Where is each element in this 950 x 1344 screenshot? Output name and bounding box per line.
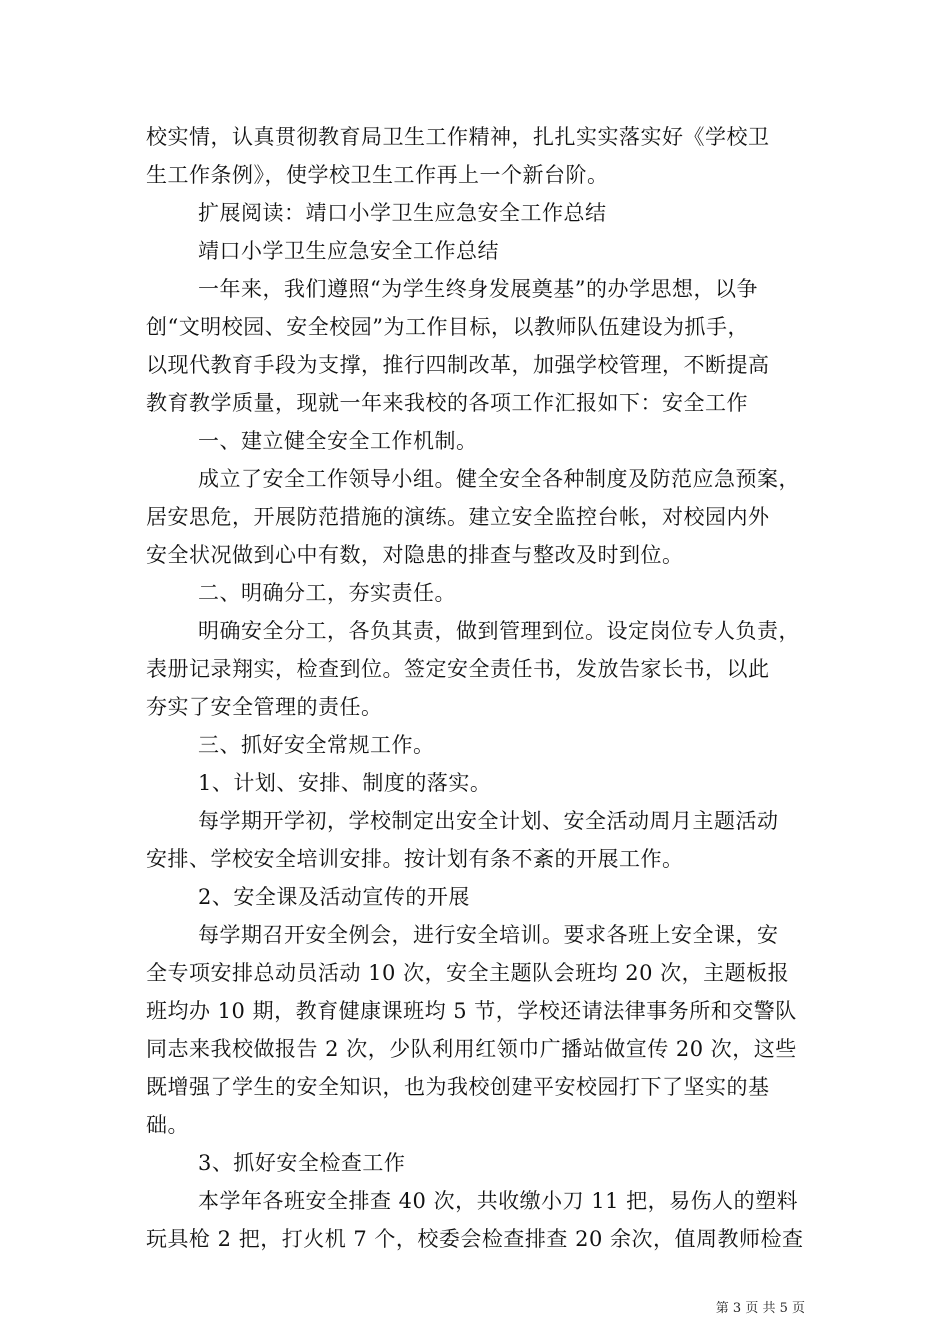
heading-line: 三、抓好安全常规工作。 bbox=[198, 733, 435, 757]
text-line: 夯实了安全管理的责任。 bbox=[146, 695, 383, 719]
text-line: 玩具枪 2 把，打火机 7 个，校委会检查排查 20 余次，值周教师检查 bbox=[146, 1227, 804, 1251]
text-line: 全专项安排总动员活动 10 次，安全主题队会班均 20 次，主题板报 bbox=[146, 961, 790, 985]
text-line: 每学期开学初，学校制定出安全计划、安全活动周月主题活动 bbox=[198, 809, 779, 833]
heading-line: 二、明确分工，夯实责任。 bbox=[198, 581, 456, 605]
text-line: 居安思危，开展防范措施的演练。建立安全监控台帐，对校园内外 bbox=[146, 505, 770, 529]
subheading-line: 2、安全课及活动宣传的开展 bbox=[198, 885, 470, 909]
text-line: 班均办 10 期，教育健康课班均 5 节，学校还请法律事务所和交警队 bbox=[146, 999, 797, 1023]
text-line: 每学期召开安全例会，进行安全培训。要求各班上安全课，安 bbox=[198, 923, 779, 947]
text-line: 以现代教育手段为支撑，推行四制改革，加强学校管理，不断提高 bbox=[146, 353, 770, 377]
text-line: 扩展阅读：靖口小学卫生应急安全工作总结 bbox=[198, 201, 607, 225]
text-line: 教育教学质量，现就一年来我校的各项工作汇报如下：安全工作 bbox=[146, 391, 748, 415]
text-line: 同志来我校做报告 2 次，少队利用红领巾广播站做宣传 20 次，这些 bbox=[146, 1037, 797, 1061]
section-title: 靖口小学卫生应急安全工作总结 bbox=[198, 239, 499, 263]
text-line: 生工作条例》，使学校卫生工作再上一个新台阶。 bbox=[146, 163, 609, 187]
text-line: 成立了安全工作领导小组。健全安全各种制度及防范应急预案， bbox=[198, 467, 800, 491]
text-line: 既增强了学生的安全知识，也为我校创建平安校园打下了坚实的基 bbox=[146, 1075, 770, 1099]
subheading-line: 3、抓好安全检查工作 bbox=[198, 1151, 406, 1175]
text-line: 一年来，我们遵照“为学生终身发展奠基”的办学思想，以争 bbox=[198, 277, 758, 301]
subheading-line: 1、计划、安排、制度的落实。 bbox=[198, 771, 492, 795]
text-line: 础。 bbox=[146, 1113, 189, 1137]
heading-line: 一、建立健全安全工作机制。 bbox=[198, 429, 478, 453]
text-line: 明确安全分工，各负其责，做到管理到位。设定岗位专人负责， bbox=[198, 619, 800, 643]
text-line: 本学年各班安全排查 40 次，共收缴小刀 11 把，易伤人的塑料 bbox=[198, 1189, 799, 1213]
document-body bbox=[146, 118, 812, 1258]
text-line: 校实情，认真贯彻教育局卫生工作精神，扎扎实实落实好《学校卫 bbox=[146, 125, 770, 149]
page-number: 第 3 页 共 5 页 bbox=[715, 1301, 805, 1316]
text-line: 创“文明校园、安全校园”为工作目标，以教师队伍建设为抓手， bbox=[146, 315, 749, 339]
text-line: 表册记录翔实，检查到位。签定安全责任书，发放告家长书，以此 bbox=[146, 657, 770, 681]
text-line: 安全状况做到心中有数，对隐患的排查与整改及时到位。 bbox=[146, 543, 684, 567]
text-line: 安排、学校安全培训安排。按计划有条不紊的开展工作。 bbox=[146, 847, 684, 871]
